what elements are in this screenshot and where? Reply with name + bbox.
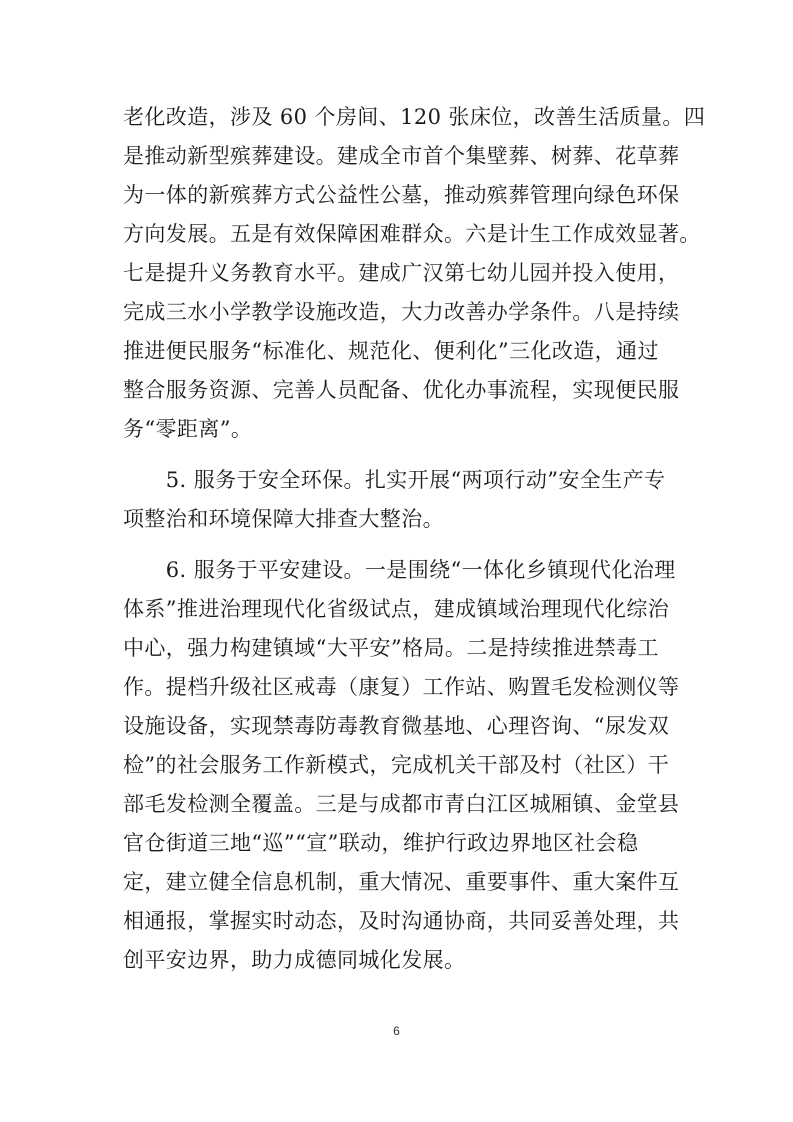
text-line: 中心，强力构建镇域“大平安”格局。二是持续推进禁毒工: [123, 636, 659, 660]
text-line: 官仓街道三地“巡”“宣”联动，维护行政边界地区社会稳: [123, 831, 639, 855]
text-line: 七是提升义务教育水平。建成广汉第七幼儿园并投入使用，: [123, 261, 680, 285]
text-line: 定，建立健全信息机制，重大情况、重要事件、重大案件互: [123, 870, 680, 894]
page-number: 6: [393, 1024, 400, 1038]
text-line: 项整治和环境保障大排查大整治。: [123, 507, 444, 531]
text-line: 老化改造，涉及 60 个房间、120 张床位，改善生活质量。四: [123, 105, 706, 129]
text-line: 检”的社会服务工作新模式，完成机关干部及村（社区）干: [123, 753, 670, 777]
text-line: 整合服务资源、完善人员配备、优化办事流程，实现便民服: [123, 378, 680, 402]
paragraph: [123, 551, 683, 980]
text-line: 相通报，掌握实时动态，及时沟通协商，共同妥善处理，共: [123, 909, 680, 933]
text-line: 设施设备，实现禁毒防毒教育微基地、心理咨询、“尿发双: [123, 714, 670, 738]
text-line: 部毛发检测全覆盖。三是与成都市青白江区城厢镇、金堂县: [123, 792, 680, 816]
body-text: [123, 98, 706, 980]
text-line: 完成三水小学教学设施改造，大力改善办学条件。八是持续: [123, 300, 680, 324]
text-line: 体系”推进治理现代化省级试点，建成镇域治理现代化综治: [123, 597, 670, 621]
text-line: 务“零距离”。: [123, 417, 253, 441]
paragraph: [123, 98, 706, 449]
text-line: 方向发展。五是有效保障困难群众。六是计生工作成效显著。: [123, 222, 701, 246]
paragraph-spacing: [123, 449, 683, 461]
text-line: 作。提档升级社区戒毒（康复）工作站、购置毛发检测仪等: [123, 675, 680, 699]
text-line: 为一体的新殡葬方式公益性公墓，推动殡葬管理向绿色环保: [123, 183, 680, 207]
text-line: 5. 服务于安全环保。扎实开展“两项行动”安全生产专: [123, 468, 666, 492]
paragraph: [123, 461, 683, 539]
paragraph-spacing: [123, 539, 683, 551]
text-line: 是推动新型殡葬建设。建成全市首个集壁葬、树葬、花草葬: [123, 144, 680, 168]
text-line: 创平安边界，助力成德同城化发展。: [123, 948, 466, 972]
text-line: 推进便民服务“标准化、规范化、便利化”三化改造，通过: [123, 339, 659, 363]
text-line: 6. 服务于平安建设。一是围绕“一体化乡镇现代化治理: [123, 558, 676, 582]
